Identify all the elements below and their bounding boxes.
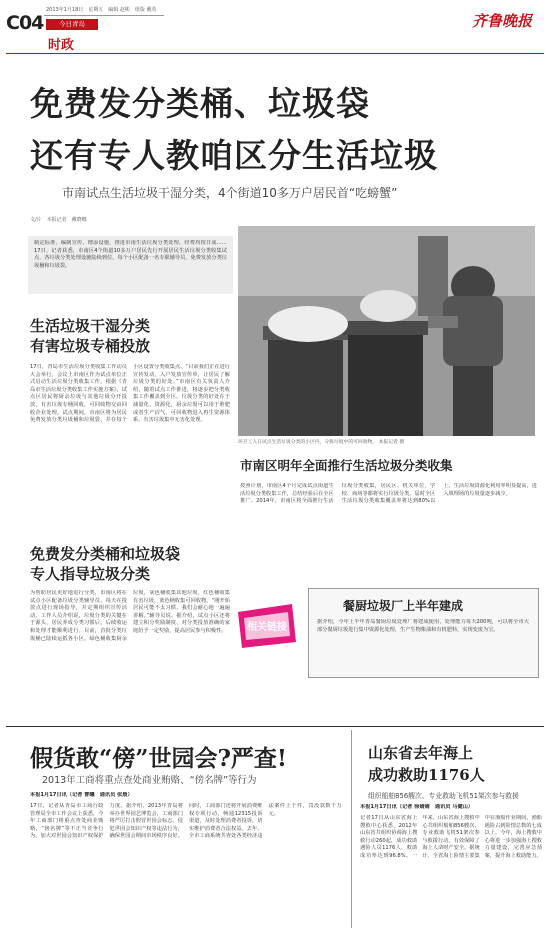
canteen-text: 据介绍，今年上半年青岛餐厨垃圾处理厂将建成使用，处理能力每天200吨，可以将全市大部分餐厨垃圾进行集中资源化处理，生产生物柴油和有机肥料，实现变废为宝。 — [317, 619, 529, 633]
lead-photo — [238, 226, 535, 436]
section2-text: 为帮助居民更好地进行分类，市南区将在试点小区配备垃圾分类辅导员，每天在投放点进行现场指导，并定期组织宣传活动。工作人员介绍说，垃圾分类的关键在于源头，居民养成分类习惯后，后续收运和处理才能顺利进行。目前，首批分类垃圾桶已陆续运抵各小区，绿色桶收集厨余垃圾，灰色桶收集其他垃圾，红色桶收集有害垃圾，蓝色桶收集可回收物。“刚开始居民可能不太习惯，我们会耐心地一遍遍讲解。”辅导员说。据介绍，试点小区还将建立积分奖励制度，对分类投放准确的家庭给予一定奖励，提高居民参与积极性。 — [30, 590, 230, 642]
related-link-label: 相关链接 — [247, 622, 287, 633]
third-subheadline: 组织船舶856艘次、专业救助飞机51架次参与救援 — [368, 792, 519, 800]
lead-photo-caption: 环卫工人在试点生活垃圾分类的小区内，分拣垃圾中的可回收物。 本报记者 摄 — [238, 440, 405, 445]
third-headline-line1: 山东省去年海上 — [368, 744, 474, 762]
lead-byline: 文/片 本报记者 戴晓娜 — [30, 217, 87, 223]
third-byline: 本报1月17日讯（记者 徐婧婧 通讯员 马健山） — [360, 804, 474, 810]
edition-tag: 今日青岛 — [46, 19, 98, 30]
third-headline-line2: 成功救助1176人 — [368, 766, 485, 784]
canteen-title: 餐厨垃圾厂上半年建成 — [343, 599, 464, 613]
page-number: C04 — [6, 12, 44, 34]
lead-intro-text: 制定标准、编制宣传、增添设施，推进市南生活垃圾分类处理，经费均按日成……17日，记者获悉，市南区4个街道10多万户居民先行开展居民生活垃圾分类收集试点，各垃圾分类处理设施陆续到位，每个小区配备一名专职辅导员，免费发放分类垃圾桶和垃圾袋。 — [34, 240, 227, 269]
third-text: 记者17日从山东省海上搜救中心获悉，2012年山东省共组织协调海上搜救行动260起，成功救助遇险人员1176人，救助成功率达到96.8%。一年来，山东省海上搜救中心共组织船舶856艘次、专业救助飞机51架次参与救援行动，有效保障了海上人命财产安全。据统计，全省海上险情主要集中在渔船作业期间，渔船遇险占到险情总数的七成以上。今年，海上搜救中心将进一步加强海上搜救力量建设，完善应急预案，提升海上救助能力。 — [360, 815, 542, 859]
lead-intro-box — [28, 236, 233, 294]
section2-title-line1: 免费发分类桶和垃圾袋 — [30, 545, 181, 563]
section3-title: 市南区明年全面推行生活垃圾分类收集 — [240, 458, 453, 473]
lead-subheadline: 市南试点生活垃圾干湿分类，4个街道10多万户居民首“吃螃蟹” — [62, 186, 398, 200]
section1-title-line1: 生活垃圾干湿分类 — [30, 317, 151, 335]
section-label: 时政 — [48, 38, 75, 53]
header-divider — [6, 53, 544, 54]
canteen-box — [308, 588, 539, 678]
lead-headline-line2: 还有专人教咱区分生活垃圾 — [30, 136, 438, 175]
related-link-badge — [234, 598, 300, 654]
dateline: 2013年1月18日 星期五 编辑 赵彬 组版 戴英 — [46, 7, 157, 13]
story-divider — [6, 726, 544, 727]
section1-text: 17日，青岛市生活垃圾分类收集工作动员大会举行，会议上市南区作为试点单位正式启动生活垃圾分类收集工作。根据《青岛市生活垃圾分类收集工作实施方案》，试点区居民将厨余垃圾与其他垃圾分开投放，有害垃圾专桶回收，可回收物交由回收企业处理。试点期间，市南区将为居民免费发放分类垃圾桶和垃圾袋，并在每个小区设置分类收集点。“目前我们正在进行宣传发动，入户发放宣传单，让居民了解垃圾分类的好处。”市南区有关负责人介绍，随着试点工作推进，将逐步把分类收集工作覆盖到全区。垃圾分类的好处在于减量化、资源化，厨余垃圾可以用于堆肥或者生产沼气，可回收物进入再生资源体系，有害垃圾集中无害化处理。 — [30, 364, 230, 424]
second-text: 17日，记者从青岛市工商行政管理局全市工作会议上获悉，今年工商部门将重点查处商业贿赂、“傍名牌”等不正当竞争行为，加大对世园会知识产权保护力度。据介绍，2013年青岛将举办世界园艺博览会，工商部门将严厉打击假冒世园会标志、侵犯世园会知识产权等违法行为，确保世园会期间市场秩序良好。同时，工商部门还将开展消费维权专项行动，畅通12315投诉渠道，及时处理消费者投诉，切实维护消费者合法权益。去年，全市工商系统共查处各类经济违法案件上千件，罚没款数千万元。 — [30, 803, 342, 840]
section2-title-line2: 专人指导垃圾分类 — [30, 565, 151, 583]
section3-text: 按照计划，市南区4个月完成试点街道生活垃圾分类收集工作，总结经验后在全区推广。2014年，市南区将全面推行生活垃圾分类收集，居民区、机关单位、学校、商场等都将实行垃圾分类。届时全区生活垃圾分类收集覆盖率将达到80%以上，生活垃圾资源化利用率明显提高，进入填埋场的垃圾量逐步减少。 — [240, 483, 537, 505]
second-byline: 本报1月17日讯（记者 曹曦 通讯员 张晨） — [30, 792, 133, 798]
section1-title-line2: 有害垃圾专桶投放 — [30, 337, 151, 355]
second-headline: 假货敢“傍”世园会?严查! — [30, 745, 288, 772]
header-rule — [44, 15, 164, 16]
masthead-logo: 齐鲁晚报 — [472, 12, 533, 30]
column-divider — [351, 730, 352, 928]
lead-headline-line1: 免费发分类桶、垃圾袋 — [30, 84, 370, 123]
second-subheadline: 2013年工商将重点查处商业贿赂、“傍名牌”等行为 — [42, 775, 257, 786]
